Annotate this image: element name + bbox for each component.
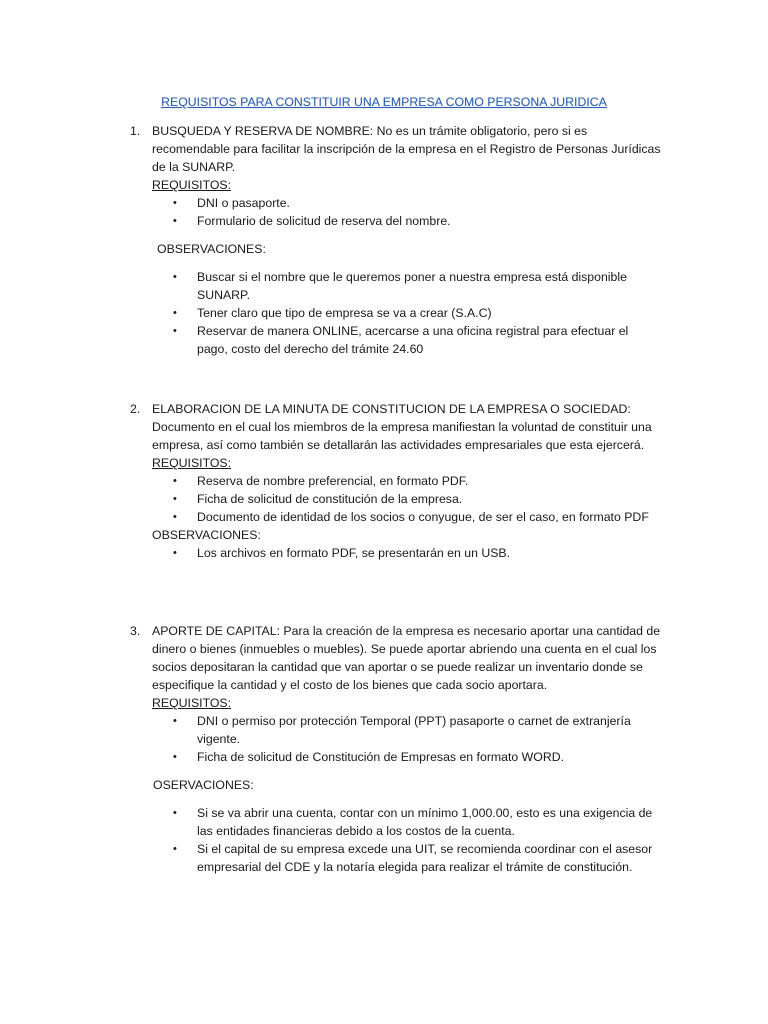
list-item: • Ficha de solicitud de Constitución de Empresas en formato WORD. [173, 750, 565, 764]
requirements-list [152, 472, 662, 526]
bullet-icon: • [173, 751, 177, 763]
list-item: • Si el capital de su empresa excede una UIT, se recomienda coordinar con el asesor empresarial del CDE y la notaría elegida para realizar el trámite de constitución. [173, 842, 653, 874]
list-item: • Reserva de nombre preferencial, en formato PDF. [173, 474, 469, 488]
requirements-label: REQUISITOS: [152, 456, 232, 470]
list-item: • Ficha de solicitud de constitución de la empresa. [173, 492, 463, 506]
bullet-icon: • [173, 715, 177, 727]
document-title: REQUISITOS PARA CONSTITUIR UNA EMPRESA COMO PERSONA JURIDICA [161, 95, 607, 109]
observations-list [152, 544, 662, 562]
bullet-icon: • [173, 215, 177, 227]
section-body [152, 122, 662, 358]
bullet-icon: • [173, 271, 177, 283]
requirements-label: REQUISITOS: [152, 178, 232, 192]
bullet-icon: • [173, 197, 177, 209]
observations-label: OBSERVACIONES: [157, 242, 266, 256]
section-number: 3. [130, 624, 141, 638]
bullet-icon: • [173, 475, 177, 487]
list-item: • Reservar de manera ONLINE, acercarse a una oficina registral para efectuar el pago, costo del derecho del trámite 24.60 [173, 324, 629, 356]
bullet-icon: • [173, 843, 177, 855]
list-item: • Documento de identidad de los socios o conyugue, de ser el caso, en formato PDF [173, 510, 649, 524]
observations-label: OBSERVACIONES: [152, 528, 261, 542]
list-item: • Los archivos en formato PDF, se presentarán en un USB. [173, 546, 511, 560]
list-item: • Buscar si el nombre que le queremos poner a nuestra empresa está disponible SUNARP. [173, 270, 627, 302]
observations-list [152, 268, 662, 358]
section-number: 1. [130, 124, 141, 138]
bullet-icon: • [173, 307, 177, 319]
list-item: • Tener claro que tipo de empresa se va a crear (S.A.C) [173, 306, 492, 320]
observations-list [152, 804, 662, 876]
requirements-list [152, 712, 662, 766]
bullet-icon: • [173, 511, 177, 523]
section-body [152, 400, 662, 562]
requirements-list [152, 194, 662, 230]
observations-label: OSERVACIONES: [153, 778, 254, 792]
list-item: • Formulario de solicitud de reserva del nombre. [173, 214, 451, 228]
section-description: ELABORACION DE LA MINUTA DE CONSTITUCION DE LA EMPRESA O SOCIEDAD: Documento en el cual los miembros de la empresa manifiestan la voluntad de constituir una empresa, así como también se detallarán las actividades empresariales que esta ejercerá. [152, 402, 652, 452]
section-description: BUSQUEDA Y RESERVA DE NOMBRE: No es un trámite obligatorio, pero si es recomendable para facilitar la inscripción de la empresa en el Registro de Personas Jurídicas de la SUNARP. [152, 124, 661, 174]
list-item: • DNI o permiso por protección Temporal (PPT) pasaporte o carnet de extranjería vigente. [173, 714, 631, 746]
bullet-icon: • [173, 493, 177, 505]
requirements-label: REQUISITOS: [152, 696, 232, 710]
bullet-icon: • [173, 807, 177, 819]
section-number: 2. [130, 402, 141, 416]
list-item: • DNI o pasaporte. [173, 196, 290, 210]
section-description: APORTE DE CAPITAL: Para la creación de la empresa es necesario aportar una cantidad de dinero o bienes (inmuebles o muebles). Se puede aportar abriendo una cuenta en el cual los socios depositaran la cantidad que van aportar o se puede realizar un inventario donde se especifique la cantidad y el costo de los bienes que cada socio aportara. [152, 624, 661, 692]
bullet-icon: • [173, 325, 177, 337]
list-item: • Si se va abrir una cuenta, contar con un mínimo 1,000.00, esto es una exigencia de las entidades financieras debido a los costos de la cuenta. [173, 806, 653, 838]
section-body [152, 622, 662, 876]
bullet-icon: • [173, 547, 177, 559]
